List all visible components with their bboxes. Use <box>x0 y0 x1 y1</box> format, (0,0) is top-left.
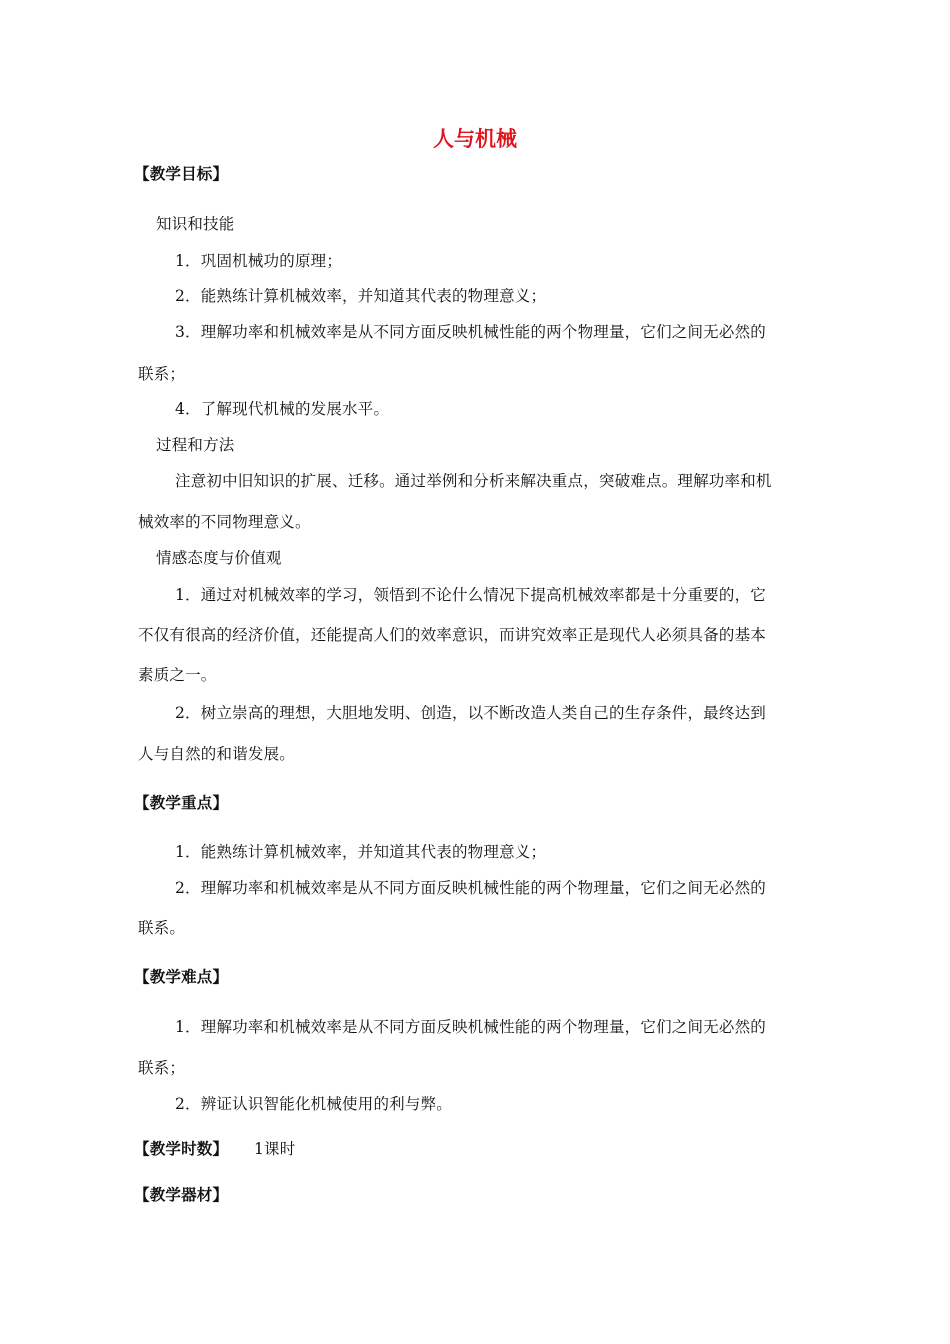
key-point-2-cont: 联系。 <box>138 919 186 937</box>
knowledge-item-3-cont: 联系； <box>138 365 186 383</box>
emotion-item-1-end: 素质之一。 <box>138 666 217 684</box>
emotion-item-2-cont: 人与自然的和谐发展。 <box>138 745 296 763</box>
objectives-heading: 【教学目标】 <box>134 164 229 183</box>
process-text-cont: 械效率的不同物理意义。 <box>138 513 311 531</box>
equipment-heading: 【教学器材】 <box>134 1185 229 1204</box>
knowledge-label: 知识和技能 <box>156 215 235 233</box>
knowledge-item-2: 2．能熟练计算机械效率，并知道其代表的物理意义； <box>175 287 547 305</box>
knowledge-item-3: 3．理解功率和机械效率是从不同方面反映机械性能的两个物理量，它们之间无必然的 <box>175 323 766 341</box>
knowledge-item-1: 1．巩固机械功的原理； <box>175 252 343 270</box>
emotion-label: 情感态度与价值观 <box>156 549 282 567</box>
key-point-2: 2．理解功率和机械效率是从不同方面反映机械性能的两个物理量，它们之间无必然的 <box>175 879 766 897</box>
hours-heading: 【教学时数】 <box>134 1139 229 1158</box>
emotion-item-1: 1．通过对机械效率的学习，领悟到不论什么情况下提高机械效率都是十分重要的，它 <box>175 586 766 604</box>
difficulty-1: 1．理解功率和机械效率是从不同方面反映机械性能的两个物理量，它们之间无必然的 <box>175 1018 766 1036</box>
process-label: 过程和方法 <box>156 436 235 454</box>
emotion-item-1-cont: 不仅有很高的经济价值，还能提高人们的效率意识，而讲究效率正是现代人必须具备的基本 <box>138 626 767 644</box>
difficulty-2: 2．辨证认识智能化机械使用的利与弊。 <box>175 1095 452 1113</box>
key-points-heading: 【教学重点】 <box>134 793 229 812</box>
difficulty-1-cont: 联系； <box>138 1059 186 1077</box>
emotion-item-2: 2．树立崇高的理想，大胆地发明、创造，以不断改造人类自己的生存条件，最终达到 <box>175 704 766 722</box>
hours-value: 1课时 <box>254 1140 296 1158</box>
key-point-1: 1．能熟练计算机械效率，并知道其代表的物理意义； <box>175 843 547 861</box>
knowledge-item-4: 4．了解现代机械的发展水平。 <box>175 400 390 418</box>
difficulties-heading: 【教学难点】 <box>134 967 229 986</box>
process-text: 注意初中旧知识的扩展、迁移。通过举例和分析来解决重点，突破难点。理解功率和机 <box>175 472 772 490</box>
page-title: 人与机械 <box>433 127 517 151</box>
